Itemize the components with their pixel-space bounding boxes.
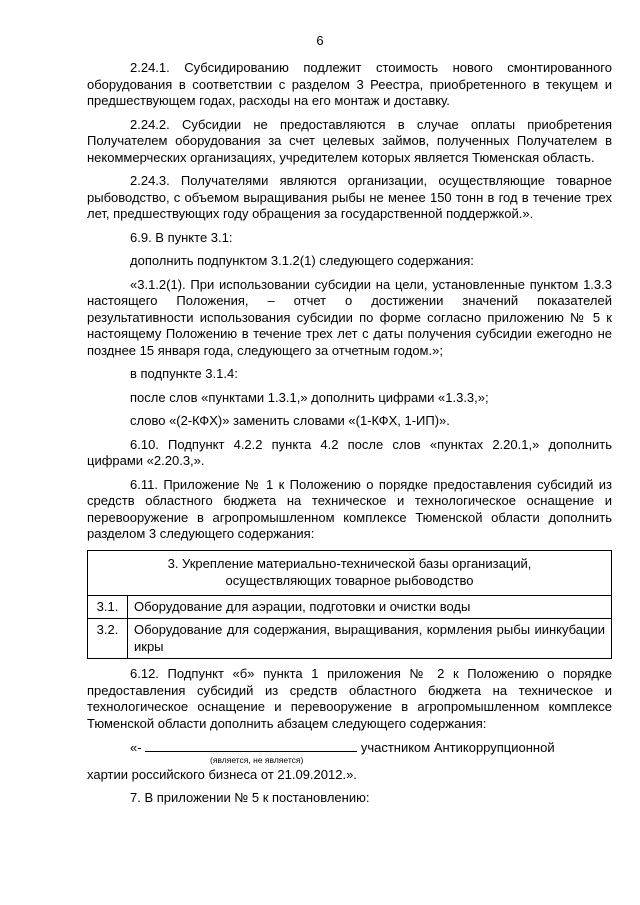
paragraph-subpoint-3-1-4: в подпункте 3.1.4: xyxy=(130,366,238,381)
table-header-line2: осуществляющих товарное рыбоводство xyxy=(225,572,474,588)
fill-prefix: «- xyxy=(130,740,142,755)
table-header-line1: 3. Укрепление материально-технической базы организаций, xyxy=(167,555,532,571)
equipment-table xyxy=(87,550,612,660)
page-number: 6 xyxy=(316,33,324,48)
table-row-text: Оборудование для содержания, выращивания, кормления рыбы иинкубации икры xyxy=(128,619,612,659)
paragraph-6-9: 6.9. В пункте 3.1: xyxy=(130,229,233,245)
fill-continuation: хартии российского бизнеса от 21.09.2012.». xyxy=(87,766,357,782)
table-row xyxy=(88,595,612,619)
fill-suffix: участником Антикоррупционной xyxy=(360,740,555,755)
table-row xyxy=(88,619,612,659)
paragraph-add-subpoint: дополнить подпунктом 3.1.2(1) следующего содержания: xyxy=(130,253,474,268)
paragraph-replace-word: слово «(2-КФХ)» заменить словами «(1-КФХ, 1-ИП)». xyxy=(130,413,450,428)
fill-hint: (является, не является) xyxy=(210,754,304,765)
paragraph-6-11: 6.11. Приложение № 1 к Положению о порядке предоставления субсидий из средств областного бюджета на техническое и технологическое оснащение и перевооружение в агропромышленном комплексе Тюменской области дополнить разделом 3 следующего содержания: xyxy=(87,476,612,541)
fill-in-line xyxy=(87,739,612,765)
document-body xyxy=(87,60,612,807)
paragraph-6-10: 6.10. Подпункт 4.2.2 пункта 4.2 после слов «пунктах 2.20.1,» дополнить цифрами «2.20.3,». xyxy=(87,436,612,468)
paragraph-after-words: после слов «пунктами 1.3.1,» дополнить цифрами «1.3.3,»; xyxy=(130,389,489,405)
fill-blank xyxy=(145,739,357,752)
paragraph-2-24-3: 2.24.3. Получателями являются организации, осуществляющие товарное рыбоводство, с объемом выращивания рыбы не менее 150 тонн в год в течение трех лет, предшествующих году обращения за государственной поддержкой.». xyxy=(87,173,612,221)
table-row-text: Оборудование для аэрации, подготовки и очистки воды xyxy=(128,595,612,619)
paragraph-7: 7. В приложении № 5 к постановлению: xyxy=(130,790,370,805)
table-row-number: 3.2. xyxy=(88,619,128,659)
paragraph-2-24-2: 2.24.2. Субсидии не предоставляются в случае оплаты приобретения Получателем оборудования за счет целевых займов, полученных Получателем в некоммерческих организациях, учредителем которых является Тюменская область. xyxy=(87,116,612,165)
table-header-cell xyxy=(88,550,612,595)
paragraph-2-24-1: 2.24.1. Субсидированию подлежит стоимость нового смонтированного оборудования в соответствии с разделом 3 Реестра, приобретенного в текущем и предшествующем годах, расходы на его монтаж и доставку. xyxy=(87,60,612,108)
table-header-row xyxy=(88,550,612,595)
paragraph-6-12: 6.12. Подпункт «б» пункта 1 приложения № 2 к Положению о порядке предоставления субсидий из средств областного бюджета на техническое и технологическое оснащение и перевооружение в агропромышленном комплексе Тюменской области дополнить абзацем следующего содержания: xyxy=(87,666,612,731)
table-row-number: 3.1. xyxy=(88,595,128,619)
paragraph-3-1-2-1: «3.1.2(1). При использовании субсидии на цели, установленные пунктом 1.3.3 настоящего Положения, – отчет о достижении значений показателей результативности использования субсидии по форме согласно приложению № 5 к настоящему Положению в течение трех лет с даты получения субсидии ежегодно не позднее 15 января года, следующего за отчетным годом.»; xyxy=(87,276,612,358)
